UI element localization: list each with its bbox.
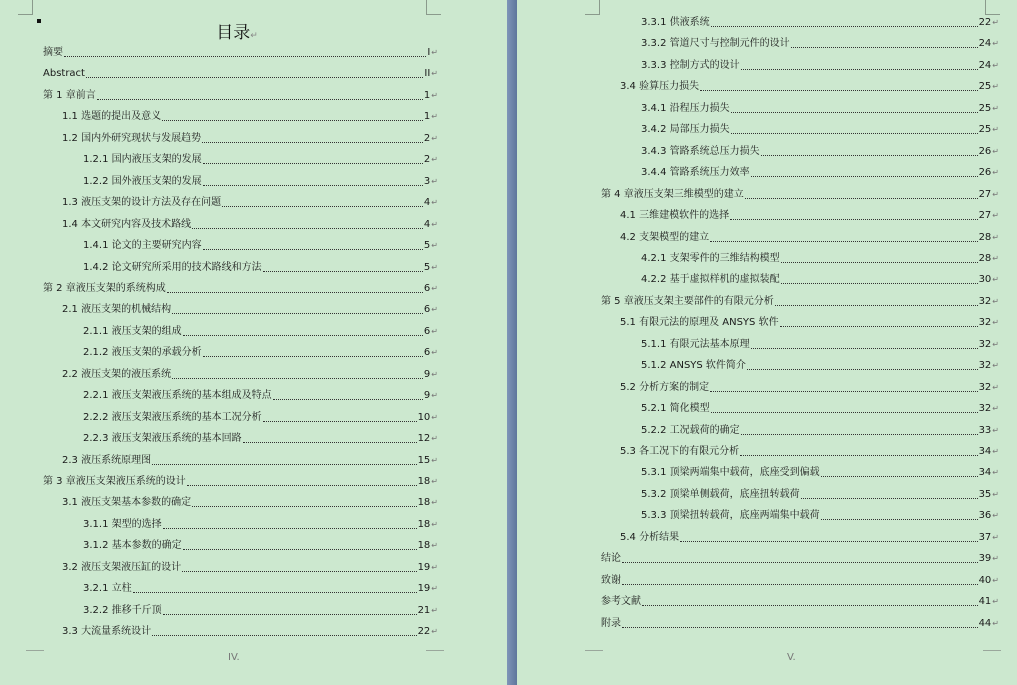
toc-entry-title: 参考文献 — [601, 596, 641, 608]
dot-leader — [203, 249, 423, 250]
paragraph-mark-icon: ↵ — [992, 168, 999, 178]
toc-entry-page: 2 — [423, 132, 431, 144]
toc-entry-title: 3.2 液压支架液压缸的设计 — [62, 561, 182, 573]
toc-entry-page: 6 — [423, 282, 431, 294]
paragraph-mark-icon: ↵ — [431, 176, 438, 186]
paragraph-mark-icon: ↵ — [992, 554, 999, 564]
toc-entry[interactable] — [43, 282, 438, 296]
paragraph-mark-icon: ↵ — [431, 605, 438, 615]
dot-leader — [700, 90, 977, 91]
toc-entry-title: 3.2.2 推移千斤顶 — [83, 604, 162, 616]
document-page-right — [517, 0, 1017, 685]
toc-entry-title: 第 5 章液压支架主要部件的有限元分析 — [601, 295, 774, 307]
toc-title: 目录↵ — [216, 23, 258, 43]
toc-entry-page: 28 — [978, 252, 992, 264]
toc-entry-title: 第 1 章前言 — [43, 89, 96, 101]
paragraph-mark-icon: ↵ — [992, 468, 999, 478]
crop-mark — [585, 0, 600, 15]
paragraph-mark-icon: ↵ — [431, 584, 438, 594]
dot-leader — [731, 112, 978, 113]
toc-entry[interactable] — [43, 89, 438, 103]
toc-entry[interactable] — [62, 625, 438, 639]
dot-leader — [680, 541, 977, 542]
toc-entry-page: 24 — [978, 38, 992, 50]
crop-mark — [18, 0, 33, 15]
toc-entry[interactable] — [641, 359, 999, 373]
toc-entry[interactable] — [83, 325, 438, 339]
toc-entry[interactable] — [641, 509, 999, 523]
toc-entry-page: 2 — [423, 154, 431, 166]
dot-leader — [781, 262, 978, 263]
paragraph-mark-icon: ↵ — [992, 511, 999, 521]
dot-leader — [243, 442, 417, 443]
toc-entry-title: 4.2.1 支架零件的三维结构模型 — [641, 252, 780, 264]
toc-entry-title: 3.1.1 架型的选择 — [83, 518, 162, 530]
toc-entry-title: 3.1 液压支架基本参数的确定 — [62, 497, 192, 509]
paragraph-mark-icon: ↵ — [992, 232, 999, 242]
toc-entry-title: 5.2.1 简化模型 — [641, 403, 710, 415]
toc-entry-page: 4 — [423, 218, 431, 230]
dot-leader — [182, 571, 416, 572]
toc-entry-title: 5.4 分析结果 — [620, 531, 680, 543]
dot-leader — [203, 356, 423, 357]
paragraph-mark-icon: ↵ — [992, 18, 999, 27]
toc-entry[interactable] — [641, 338, 999, 352]
toc-entry-title: 第 3 章液压支架液压系统的设计 — [43, 476, 186, 487]
paragraph-mark-icon: ↵ — [992, 103, 999, 113]
toc-entry[interactable] — [601, 295, 999, 309]
toc-entry-title: 5.3.3 顶梁扭转载荷，底座两端集中载荷 — [641, 510, 820, 522]
dot-leader — [711, 26, 978, 27]
dot-leader — [751, 176, 978, 177]
dot-leader — [163, 614, 417, 615]
toc-entry[interactable] — [601, 574, 999, 588]
dot-leader — [263, 271, 423, 272]
paragraph-mark-icon: ↵ — [431, 412, 438, 422]
toc-entry[interactable] — [641, 37, 999, 51]
paragraph-mark-icon: ↵ — [992, 60, 999, 70]
dot-leader — [203, 185, 423, 186]
toc-entry[interactable] — [620, 445, 999, 459]
page-number-footer: IV. — [228, 652, 240, 663]
dot-leader — [761, 155, 978, 156]
toc-entry-title: 3.4.3 管路系统总压力损失 — [641, 145, 760, 157]
toc-entry-page: 40 — [978, 574, 992, 586]
dot-leader — [821, 476, 978, 477]
toc-entry-title: 5.3.1 顶梁两端集中载荷，底座受到偏载 — [641, 467, 820, 479]
dot-leader — [86, 77, 423, 78]
toc-entry[interactable] — [620, 209, 999, 223]
dot-leader — [801, 498, 978, 499]
toc-entry[interactable] — [601, 552, 999, 566]
dot-leader — [203, 163, 423, 164]
document-page-left — [0, 0, 507, 685]
toc-entry-page: I — [427, 47, 431, 58]
dot-leader — [152, 635, 416, 636]
toc-entry-page: 44 — [978, 617, 992, 629]
toc-entry-title: 5.2.2 工况载荷的确定 — [641, 424, 740, 436]
toc-entry[interactable] — [641, 123, 999, 137]
toc-entry[interactable] — [641, 16, 999, 30]
toc-entry-page: 9 — [423, 368, 431, 380]
toc-entry[interactable] — [83, 582, 438, 596]
toc-entry-page: 26 — [978, 145, 992, 157]
paragraph-mark-icon: ↵ — [992, 425, 999, 435]
toc-entry[interactable] — [43, 475, 438, 489]
toc-entry-title: 3.3.2 管道尺寸与控制元件的设计 — [641, 38, 790, 50]
toc-entry[interactable] — [641, 466, 999, 480]
toc-entry-page: 32 — [978, 317, 992, 329]
toc-entry-page: 6 — [423, 325, 431, 337]
dot-leader — [781, 283, 978, 284]
dot-leader — [97, 99, 423, 100]
toc-entry-page: 22 — [417, 626, 431, 638]
dot-leader — [642, 605, 978, 606]
toc-entry-page: 26 — [978, 167, 992, 179]
toc-entry-title: 1.3 液压支架的设计方法及存在问题 — [62, 197, 222, 209]
dot-leader — [747, 369, 978, 370]
toc-entry-page: 4 — [423, 197, 431, 209]
footer-line — [426, 650, 444, 651]
toc-entry[interactable] — [62, 196, 438, 210]
toc-entry[interactable] — [641, 402, 999, 416]
toc-entry-page: 37 — [978, 531, 992, 543]
toc-entry[interactable] — [641, 102, 999, 116]
toc-entry-page: 32 — [978, 295, 992, 307]
toc-entry-title: 2.2.2 液压支架液压系统的基本工况分析 — [83, 411, 262, 423]
toc-entry-page: 25 — [978, 102, 992, 114]
toc-entry-page: 32 — [978, 338, 992, 350]
toc-entry[interactable] — [62, 496, 438, 510]
paragraph-mark-icon: ↵ — [992, 275, 999, 285]
toc-entry[interactable] — [83, 153, 438, 167]
toc-entry-page: 28 — [978, 231, 992, 243]
toc-entry-title: 3.3 大流量系统设计 — [62, 626, 152, 638]
dot-leader — [622, 584, 978, 585]
crop-mark — [426, 0, 441, 15]
paragraph-mark-icon: ↵ — [992, 82, 999, 92]
toc-entry-title: 2.1 液压支架的机械结构 — [62, 304, 172, 316]
page-number-footer: V. — [787, 652, 796, 663]
paragraph-mark-icon: ↵ — [431, 562, 438, 572]
dot-leader — [821, 519, 978, 520]
paragraph-mark-icon: ↵ — [992, 211, 999, 221]
toc-entry[interactable] — [62, 110, 438, 124]
toc-entry-title: 2.2.3 液压支架液压系统的基本回路 — [83, 433, 242, 445]
toc-entry-title: 3.1.2 基本参数的确定 — [83, 540, 182, 552]
dot-leader — [163, 528, 417, 529]
toc-entry-title: 3.4.1 沿程压力损失 — [641, 102, 730, 114]
toc-entry[interactable] — [43, 67, 438, 81]
dot-leader — [775, 305, 978, 306]
paragraph-mark-icon: ↵ — [992, 597, 999, 607]
toc-entry-title: 1.2.2 国外液压支架的发展 — [83, 175, 202, 187]
paragraph-mark-icon: ↵ — [431, 69, 438, 79]
toc-entry-page: 15 — [417, 454, 431, 466]
toc-entry-page: 18 — [417, 497, 431, 509]
toc-entry-title: 2.1.2 液压支架的承载分析 — [83, 347, 202, 359]
dot-leader — [202, 142, 423, 143]
toc-entry-title: 附录 — [601, 617, 621, 629]
dot-leader — [741, 434, 978, 435]
toc-entry[interactable] — [83, 432, 438, 446]
toc-entry[interactable] — [620, 231, 999, 245]
toc-entry[interactable] — [83, 175, 438, 189]
paragraph-mark-icon: ↵ — [431, 48, 438, 57]
paragraph-mark-icon: ↵ — [992, 339, 999, 349]
toc-entry-page: 27 — [978, 210, 992, 222]
paragraph-mark-icon: ↵ — [431, 305, 438, 315]
toc-entry[interactable] — [601, 617, 999, 631]
paragraph-mark-icon: ↵ — [992, 575, 999, 585]
toc-entry-page: 24 — [978, 59, 992, 71]
toc-entry-page: 30 — [978, 274, 992, 286]
dot-leader — [273, 399, 423, 400]
toc-entry-title: 1.2 国内外研究现状与发展趋势 — [62, 132, 202, 144]
dot-leader — [711, 412, 978, 413]
toc-entry-page: 34 — [978, 446, 992, 457]
toc-entry-title: 4.1 三维建模软件的选择 — [620, 210, 730, 222]
paragraph-mark-icon: ↵ — [431, 283, 438, 293]
toc-entry-title: 3.3.3 控制方式的设计 — [641, 59, 740, 71]
toc-entry-page: 25 — [978, 124, 992, 136]
toc-entry[interactable] — [641, 424, 999, 438]
paragraph-mark-icon: ↵ — [992, 318, 999, 328]
paragraph-mark-icon: ↵ — [431, 477, 438, 486]
toc-entry-title: 2.1.1 液压支架的组成 — [83, 325, 182, 337]
toc-entry-title: Abstract — [43, 68, 85, 80]
dot-leader — [780, 326, 978, 327]
toc-entry-title: 1.1 选题的提出及意义 — [62, 111, 162, 123]
toc-entry-title: 1.4 本文研究内容及技术路线 — [62, 218, 192, 230]
paragraph-mark-icon: ↵ — [992, 189, 999, 199]
paragraph-mark-icon: ↵ — [992, 146, 999, 156]
dot-leader — [167, 292, 423, 293]
toc-entry-title: 4.2 支架模型的建立 — [620, 231, 710, 243]
paragraph-mark-icon: ↵ — [431, 219, 438, 229]
toc-entry-page: 3 — [423, 175, 431, 187]
toc-entry[interactable] — [62, 218, 438, 232]
footer-line — [983, 650, 1001, 651]
dot-leader — [64, 56, 426, 57]
toc-entry[interactable] — [83, 518, 438, 532]
toc-entry-page: 34 — [978, 467, 992, 479]
page-gap — [507, 0, 517, 685]
paragraph-mark-icon: ↵ — [992, 489, 999, 499]
crop-mark — [985, 0, 1000, 15]
toc-entry[interactable] — [83, 539, 438, 553]
toc-entry-page: 10 — [417, 411, 431, 423]
dot-leader — [791, 47, 978, 48]
paragraph-mark-icon: ↵ — [992, 39, 999, 49]
toc-entry-title: 3.4.4 管路系统压力效率 — [641, 167, 750, 179]
paragraph-mark-icon: ↵ — [992, 125, 999, 135]
paragraph-mark-icon: ↵ — [431, 498, 438, 508]
dot-leader — [622, 627, 978, 628]
toc-entry[interactable] — [641, 145, 999, 159]
toc-entry-page: 9 — [423, 390, 431, 402]
paragraph-mark-icon: ↵ — [992, 253, 999, 263]
toc-entry[interactable] — [620, 531, 999, 545]
paragraph-mark-icon: ↵ — [431, 326, 438, 336]
toc-entry-page: 32 — [978, 360, 992, 372]
paragraph-mark-icon: ↵ — [992, 532, 999, 542]
toc-entry-page: 19 — [417, 583, 431, 595]
paragraph-mark-icon: ↵ — [992, 404, 999, 414]
toc-entry-title: 摘要 — [43, 47, 63, 58]
paragraph-mark-icon: ↵ — [992, 361, 999, 371]
paragraph-mark-icon: ↵ — [431, 133, 438, 143]
dot-leader — [152, 464, 416, 465]
paragraph-mark-icon: ↵ — [431, 348, 438, 358]
toc-entry-title: 结论 — [601, 553, 621, 565]
dot-leader — [741, 69, 978, 70]
paragraph-mark-icon: ↵ — [431, 369, 438, 379]
toc-entry[interactable] — [601, 595, 999, 609]
toc-entry-page: 18 — [417, 540, 431, 552]
dot-leader — [187, 485, 417, 486]
toc-entry-page: 19 — [417, 561, 431, 573]
toc-entry[interactable] — [62, 561, 438, 575]
toc-entry-title: 第 4 章液压支架三维模型的建立 — [601, 188, 744, 200]
dot-leader — [183, 335, 423, 336]
toc-entry[interactable] — [62, 454, 438, 468]
toc-entry[interactable] — [620, 316, 999, 330]
toc-entry-page: 32 — [978, 381, 992, 393]
toc-entry-title: 5.1.1 有限元法基本原理 — [641, 338, 750, 350]
paragraph-mark-icon: ↵ — [431, 90, 438, 100]
toc-entry-title: 5.1 有限元法的原理及 ANSYS 软件 — [620, 317, 779, 329]
toc-entry[interactable] — [83, 239, 438, 253]
dot-leader — [731, 133, 978, 134]
paragraph-mark-icon: ↵ — [992, 618, 999, 628]
toc-entry-title: 第 2 章液压支架的系统构成 — [43, 282, 166, 294]
toc-entry[interactable] — [620, 381, 999, 395]
dot-leader — [622, 562, 978, 563]
toc-entry-page: 36 — [978, 510, 992, 522]
toc-entry-page: 32 — [978, 403, 992, 415]
toc-entry[interactable] — [641, 273, 999, 287]
toc-entry[interactable] — [641, 59, 999, 73]
toc-entry-title: 2.2 液压支架的液压系统 — [62, 368, 172, 380]
toc-entry-title: 4.2.2 基于虚拟样机的虚拟装配 — [641, 274, 780, 286]
toc-entry[interactable] — [83, 389, 438, 403]
paragraph-mark-icon: ↵ — [992, 296, 999, 306]
toc-entry-page: 6 — [423, 347, 431, 359]
toc-entry-page: II — [424, 68, 431, 80]
toc-entry[interactable] — [62, 132, 438, 146]
toc-entry[interactable] — [641, 488, 999, 502]
dot-leader — [133, 592, 417, 593]
paragraph-mark-icon: ↵ — [992, 382, 999, 392]
paragraph-mark-icon: ↵ — [431, 112, 438, 122]
toc-entry-title: 1.4.1 论文的主要研究内容 — [83, 240, 202, 252]
toc-entry-title: 5.3 各工况下的有限元分析 — [620, 446, 740, 457]
toc-entry-page: 5 — [423, 261, 431, 273]
dot-leader — [192, 228, 423, 229]
toc-entry[interactable] — [83, 261, 438, 275]
toc-entry-title: 5.1.2 ANSYS 软件简介 — [641, 360, 746, 372]
paragraph-mark-icon: ↵ — [431, 241, 438, 251]
dot-leader — [740, 455, 977, 456]
toc-entry-page: 41 — [978, 596, 992, 608]
toc-entry-title: 3.4 验算压力损失 — [620, 81, 700, 93]
paragraph-mark-icon: ↵ — [431, 391, 438, 401]
dot-leader — [172, 378, 423, 379]
paragraph-mark-icon: ↵ — [431, 519, 438, 529]
toc-entry-page: 18 — [417, 476, 431, 487]
paragraph-mark-icon: ↵ — [431, 455, 438, 465]
toc-entry[interactable] — [62, 303, 438, 317]
toc-entry-page: 21 — [417, 604, 431, 616]
paragraph-mark-icon: ↵ — [431, 541, 438, 551]
dot-leader — [183, 549, 417, 550]
dot-leader — [162, 120, 423, 121]
toc-entry-page: 1 — [423, 111, 431, 123]
toc-entry-title: 3.4.2 局部压力损失 — [641, 124, 730, 136]
footer-line — [585, 650, 603, 651]
toc-entry-page: 22 — [978, 17, 992, 28]
toc-entry-title: 1.4.2 论文研究所采用的技术路线和方法 — [83, 261, 262, 273]
toc-entry-title: 3.3.1 供液系统 — [641, 17, 710, 28]
dot-leader — [192, 506, 416, 507]
paragraph-mark-icon: ↵ — [431, 627, 438, 637]
toc-entry[interactable] — [83, 604, 438, 618]
toc-entry-title: 1.2.1 国内液压支架的发展 — [83, 154, 202, 166]
paragraph-mark-icon: ↵ — [431, 262, 438, 272]
footer-line — [26, 650, 44, 651]
toc-entry[interactable] — [641, 166, 999, 180]
dot-leader — [751, 348, 978, 349]
paragraph-mark-icon: ↵ — [431, 434, 438, 444]
toc-entry[interactable] — [601, 188, 999, 202]
toc-entry-page: 18 — [417, 518, 431, 530]
toc-entry-title: 2.2.1 液压支架液压系统的基本组成及特点 — [83, 390, 272, 402]
toc-entry-title: 5.2 分析方案的制定 — [620, 381, 710, 393]
toc-entry-title: 致谢 — [601, 574, 621, 586]
toc-entry-page: 33 — [978, 424, 992, 436]
paragraph-mark-icon: ↵ — [431, 155, 438, 165]
toc-entry-page: 39 — [978, 553, 992, 565]
dot-leader — [222, 206, 423, 207]
paragraph-mark-icon: ↵ — [431, 198, 438, 208]
toc-entry-page: 35 — [978, 488, 992, 500]
dot-leader — [263, 421, 417, 422]
toc-entry-title: 3.2.1 立柱 — [83, 583, 132, 595]
dot-leader — [730, 219, 977, 220]
toc-entry[interactable] — [641, 252, 999, 266]
toc-entry-page: 27 — [978, 188, 992, 200]
toc-entry[interactable] — [83, 411, 438, 425]
toc-entry[interactable] — [62, 368, 438, 382]
dot-leader — [745, 198, 978, 199]
paragraph-mark-icon: ↵ — [992, 447, 999, 456]
toc-entry-page: 5 — [423, 240, 431, 252]
toc-entry-page: 1 — [423, 89, 431, 101]
toc-entry-page: 12 — [417, 433, 431, 445]
toc-entry[interactable] — [83, 346, 438, 360]
dot-leader — [710, 241, 977, 242]
toc-entry[interactable] — [620, 80, 999, 94]
toc-entry-title: 5.3.2 顶梁单侧载荷，底座扭转载荷 — [641, 488, 800, 500]
toc-entry[interactable] — [43, 46, 438, 60]
toc-entry-title: 2.3 液压系统原理图 — [62, 454, 152, 466]
toc-entry-page: 6 — [423, 304, 431, 316]
toc-entry-page: 25 — [978, 81, 992, 93]
dot-leader — [172, 313, 423, 314]
dot-leader — [710, 391, 977, 392]
